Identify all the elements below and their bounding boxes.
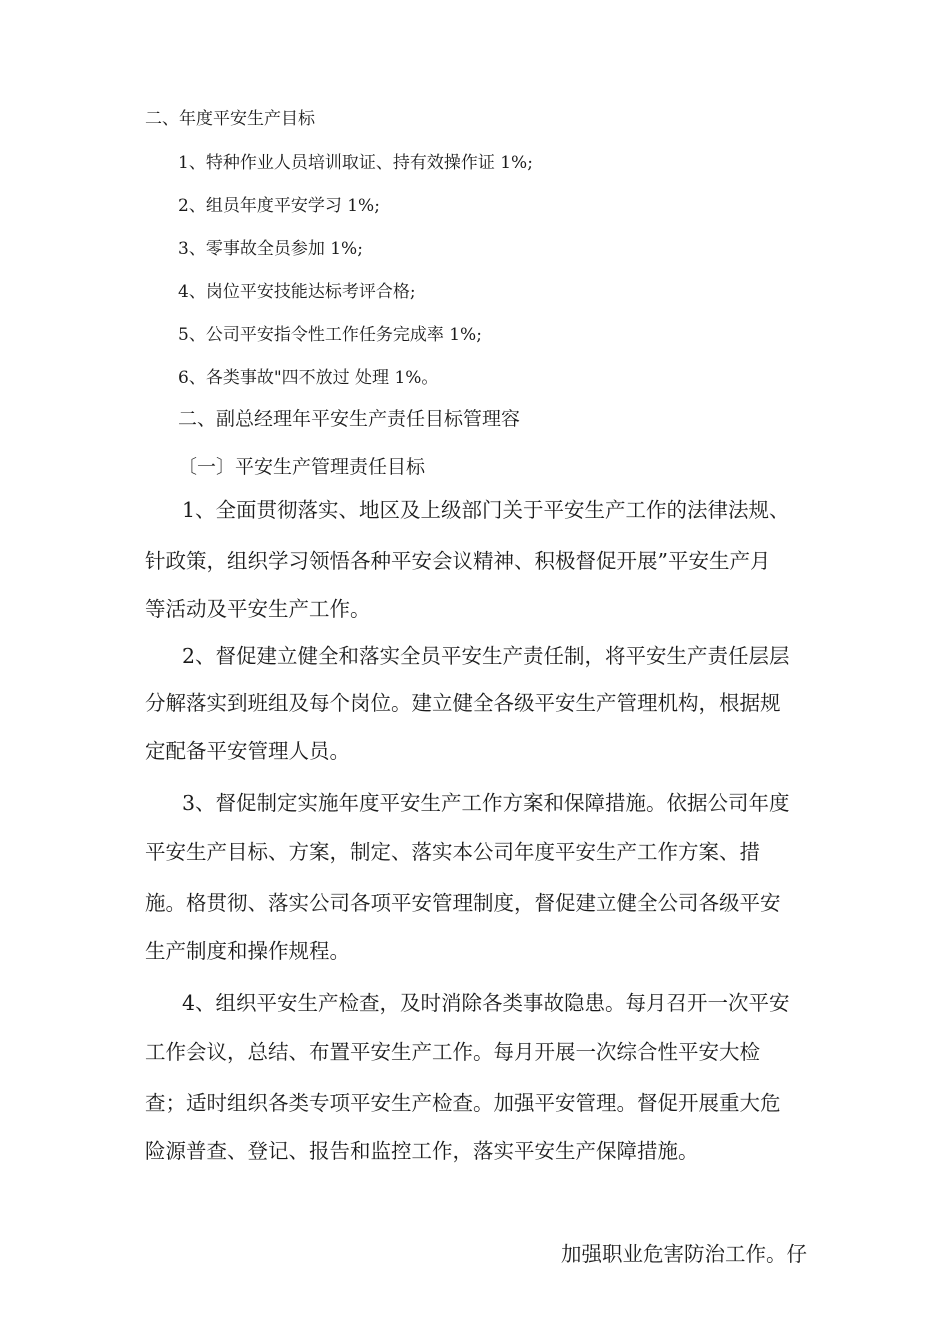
paragraph-line: 平安生产目标、方案，制定、落实本公司年度平安生产工作方案、措 bbox=[145, 840, 760, 864]
paragraph-line: 分解落实到班组及每个岗位。建立健全各级平安生产管理机构，根据规 bbox=[145, 691, 781, 715]
goal-item: 3、零事故全员参加 1%; bbox=[178, 239, 363, 259]
paragraph-line: 针政策，组织学习领悟各种平安会议精神、积极督促开展”平安生产月 bbox=[145, 549, 771, 573]
paragraph-line: 定配备平安管理人员。 bbox=[145, 739, 350, 763]
trailing-line: 加强职业危害防治工作。仔 bbox=[561, 1242, 807, 1266]
paragraph-line: 4、组织平安生产检查，及时消除各类事故隐患。每月召开一次平安 bbox=[182, 991, 790, 1015]
paragraph-line: 等活动及平安生产工作。 bbox=[145, 597, 371, 621]
goal-item: 1、特种作业人员培训取证、持有效操作证 1%; bbox=[178, 153, 533, 173]
paragraph-line: 生产制度和操作规程。 bbox=[145, 939, 350, 963]
paragraph-line: 查；适时组织各类专项平安生产检查。加强平安管理。督促开展重大危 bbox=[145, 1091, 781, 1115]
section-heading: 二、年度平安生产目标 bbox=[145, 109, 315, 129]
paragraph-line: 3、督促制定实施年度平安生产工作方案和保障措施。依据公司年度 bbox=[182, 791, 790, 815]
goal-item: 4、岗位平安技能达标考评合格; bbox=[178, 282, 416, 302]
paragraph-line: 施。格贯彻、落实公司各项平安管理制度，督促建立健全公司各级平安 bbox=[145, 891, 781, 915]
subsection-heading: 〔一〕平安生产管理责任目标 bbox=[178, 456, 426, 478]
goal-item: 5、公司平安指令性工作任务完成率 1%; bbox=[178, 325, 482, 345]
paragraph-line: 险源普查、登记、报告和监控工作，落实平安生产保障措施。 bbox=[145, 1139, 699, 1163]
section2-heading: 二、副总经理年平安生产责任目标管理容 bbox=[178, 408, 521, 430]
goal-item: 6、各类事故"四不放过 处理 1%。 bbox=[178, 368, 439, 388]
paragraph-line: 2、督促建立健全和落实全员平安生产责任制，将平安生产责任层层 bbox=[182, 644, 790, 668]
goal-item: 2、组员年度平安学习 1%; bbox=[178, 196, 380, 216]
paragraph-line: 1、全面贯彻落实、地区及上级部门关于平安生产工作的法律法规、 bbox=[182, 498, 790, 522]
paragraph-line: 工作会议，总结、布置平安生产工作。每月开展一次综合性平安大检 bbox=[145, 1040, 760, 1064]
